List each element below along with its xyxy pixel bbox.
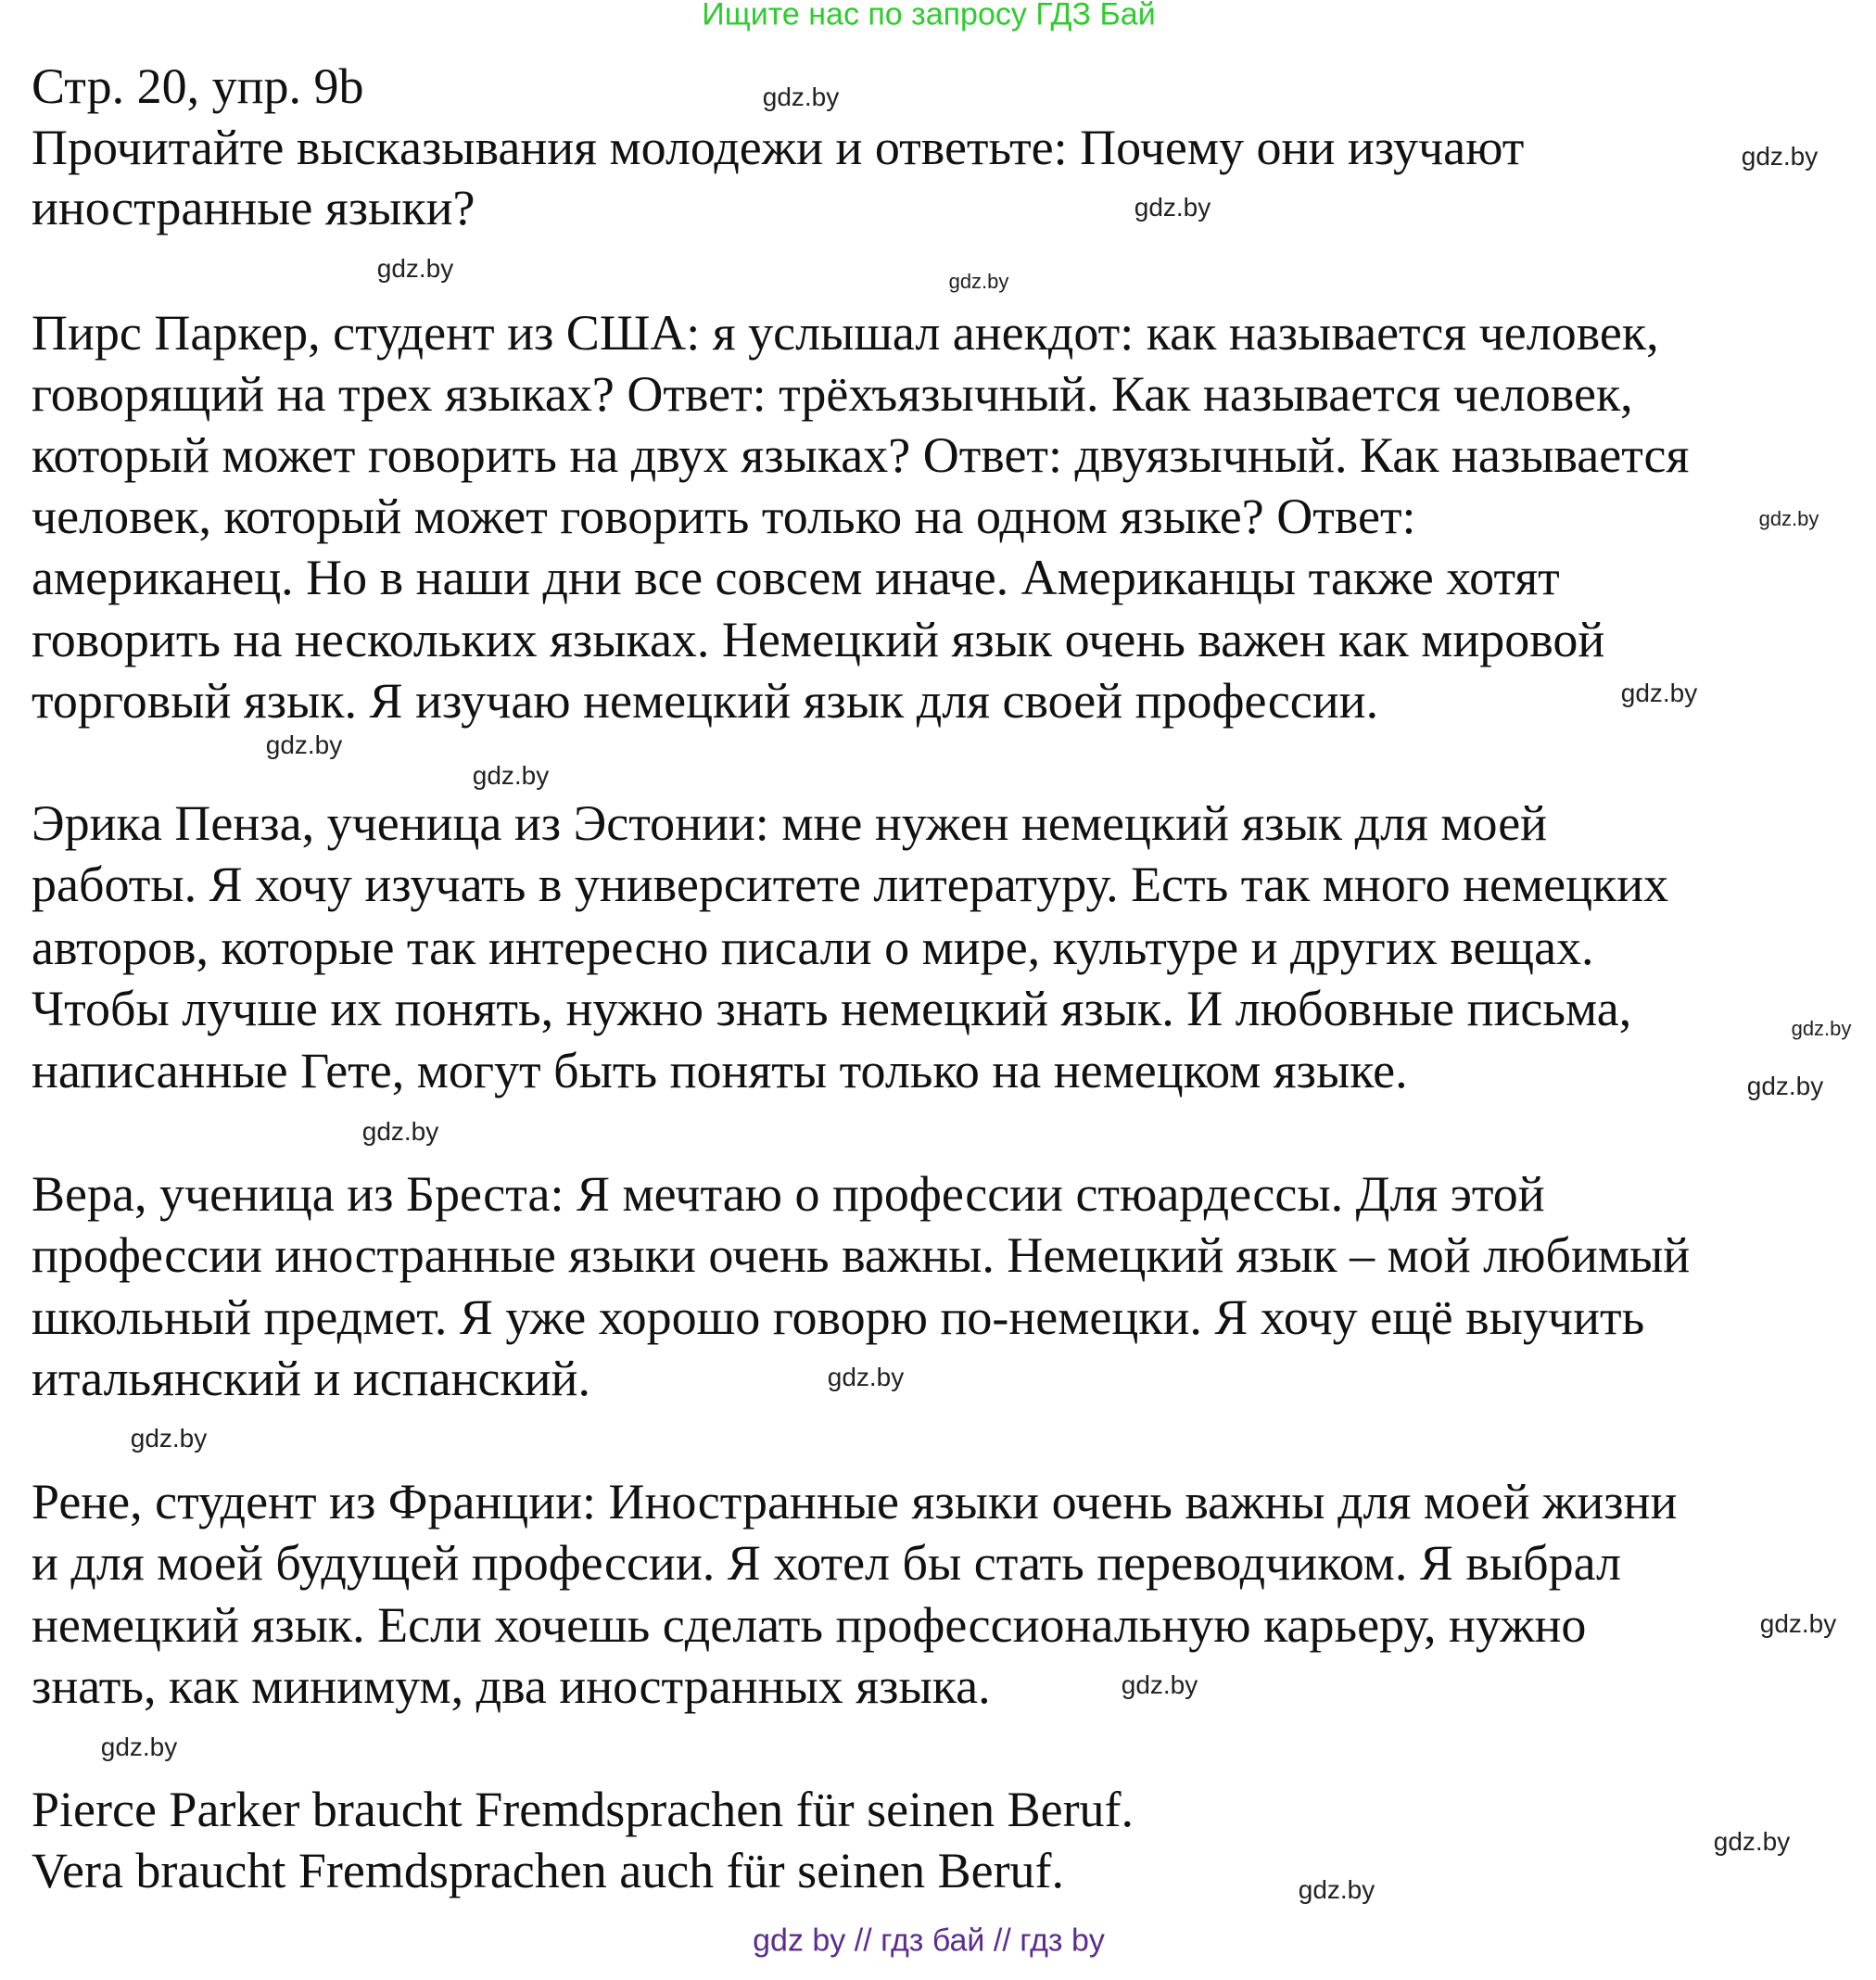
watermark: gdz.by (1298, 1875, 1375, 1904)
paragraph-line: который может говорить на двух языках? Ответ: двуязычный. Как называется (32, 427, 1690, 483)
watermark: gdz.by (1746, 1072, 1824, 1100)
answer-line: Vera braucht Fremdsprachen auch für seinen Beruf. (32, 1843, 1065, 1898)
paragraph-line: работы. Я хочу изучать в университете литературу. Есть так много немецких (32, 857, 1669, 912)
watermark: gdz.by (1713, 1827, 1791, 1856)
watermark: gdz.by (1741, 142, 1819, 171)
watermark: gdz.by (130, 1424, 208, 1453)
watermark: gdz.by (1758, 507, 1819, 530)
watermark: gdz.by (1121, 1670, 1198, 1699)
watermark: gdz.by (1759, 1609, 1837, 1638)
watermark: gdz.by (948, 270, 1009, 293)
watermark: gdz.by (827, 1363, 905, 1391)
task-line: Прочитайте высказывания молодежи и ответьте: Почему они изучают (32, 120, 1525, 175)
paragraph-line: Эрика Пенза, ученица из Эстонии: мне нужен немецкий язык для моей (32, 795, 1548, 851)
paragraph-line: Чтобы лучше их понять, нужно знать немецкий язык. И любовные письма, (32, 981, 1632, 1036)
paragraph-line: итальянский и испанский. (32, 1351, 590, 1406)
watermark: gdz.by (265, 730, 343, 759)
paragraph-line: профессии иностранные языки очень важны. Немецкий язык – мой любимый (32, 1227, 1691, 1283)
watermark: gdz.by (1620, 679, 1698, 707)
paragraph-line: Вера, ученица из Бреста: Я мечтаю о профессии стюардессы. Для этой (32, 1166, 1545, 1222)
paragraph-line: Рене, студент из Франции: Иностранные языки очень важны для моей жизни (32, 1474, 1678, 1529)
paragraph-line: немецкий язык. Если хочешь сделать профессиональную карьеру, нужно (32, 1597, 1587, 1653)
paragraph-line: авторов, которые так интересно писали о мире, культуре и других вещах. (32, 920, 1594, 975)
task-line: иностранные языки? (32, 180, 475, 235)
paragraph-line: говорить на нескольких языках. Немецкий язык очень важен как мировой (32, 612, 1605, 667)
watermark: gdz.by (472, 761, 550, 790)
footer-links[interactable]: gdz by // гдз бай // гдз by (753, 1923, 1105, 1959)
watermark: gdz.by (1791, 1017, 1852, 1040)
watermark: gdz.by (361, 1117, 439, 1146)
paragraph-line: говорящий на трех языках? Ответ: трёхъязычный. Как называется человек, (32, 366, 1633, 422)
watermark: gdz.by (762, 82, 840, 111)
watermark: gdz.by (100, 1732, 178, 1761)
watermark: gdz.by (1134, 193, 1211, 222)
paragraph-line: школьный предмет. Я уже хорошо говорю по-немецки. Я хочу ещё выучить (32, 1289, 1645, 1345)
paragraph-line: написанные Гете, могут быть поняты только на немецком языке. (32, 1043, 1408, 1098)
page-title: Стр. 20, упр. 9b (32, 58, 364, 114)
paragraph-line: знать, как минимум, два иностранных языка. (32, 1658, 991, 1714)
paragraph-line: торговый язык. Я изучаю немецкий язык для своей профессии. (32, 673, 1379, 729)
watermark: gdz.by (376, 254, 454, 283)
paragraph-line: человек, который может говорить только на одном языке? Ответ: (32, 489, 1416, 544)
paragraph-line: Пирс Паркер, студент из США: я услышал анекдот: как называется человек, (32, 305, 1659, 361)
search-banner[interactable]: Ищите нас по запросу ГДЗ Бай (702, 0, 1156, 32)
answer-line: Pierce Parker braucht Fremdsprachen für seinen Beruf. (32, 1782, 1134, 1837)
paragraph-line: американец. Но в наши дни все совсем иначе. Американцы также хотят (32, 550, 1560, 605)
paragraph-line: и для моей будущей профессии. Я хотел бы стать переводчиком. Я выбрал (32, 1535, 1622, 1591)
